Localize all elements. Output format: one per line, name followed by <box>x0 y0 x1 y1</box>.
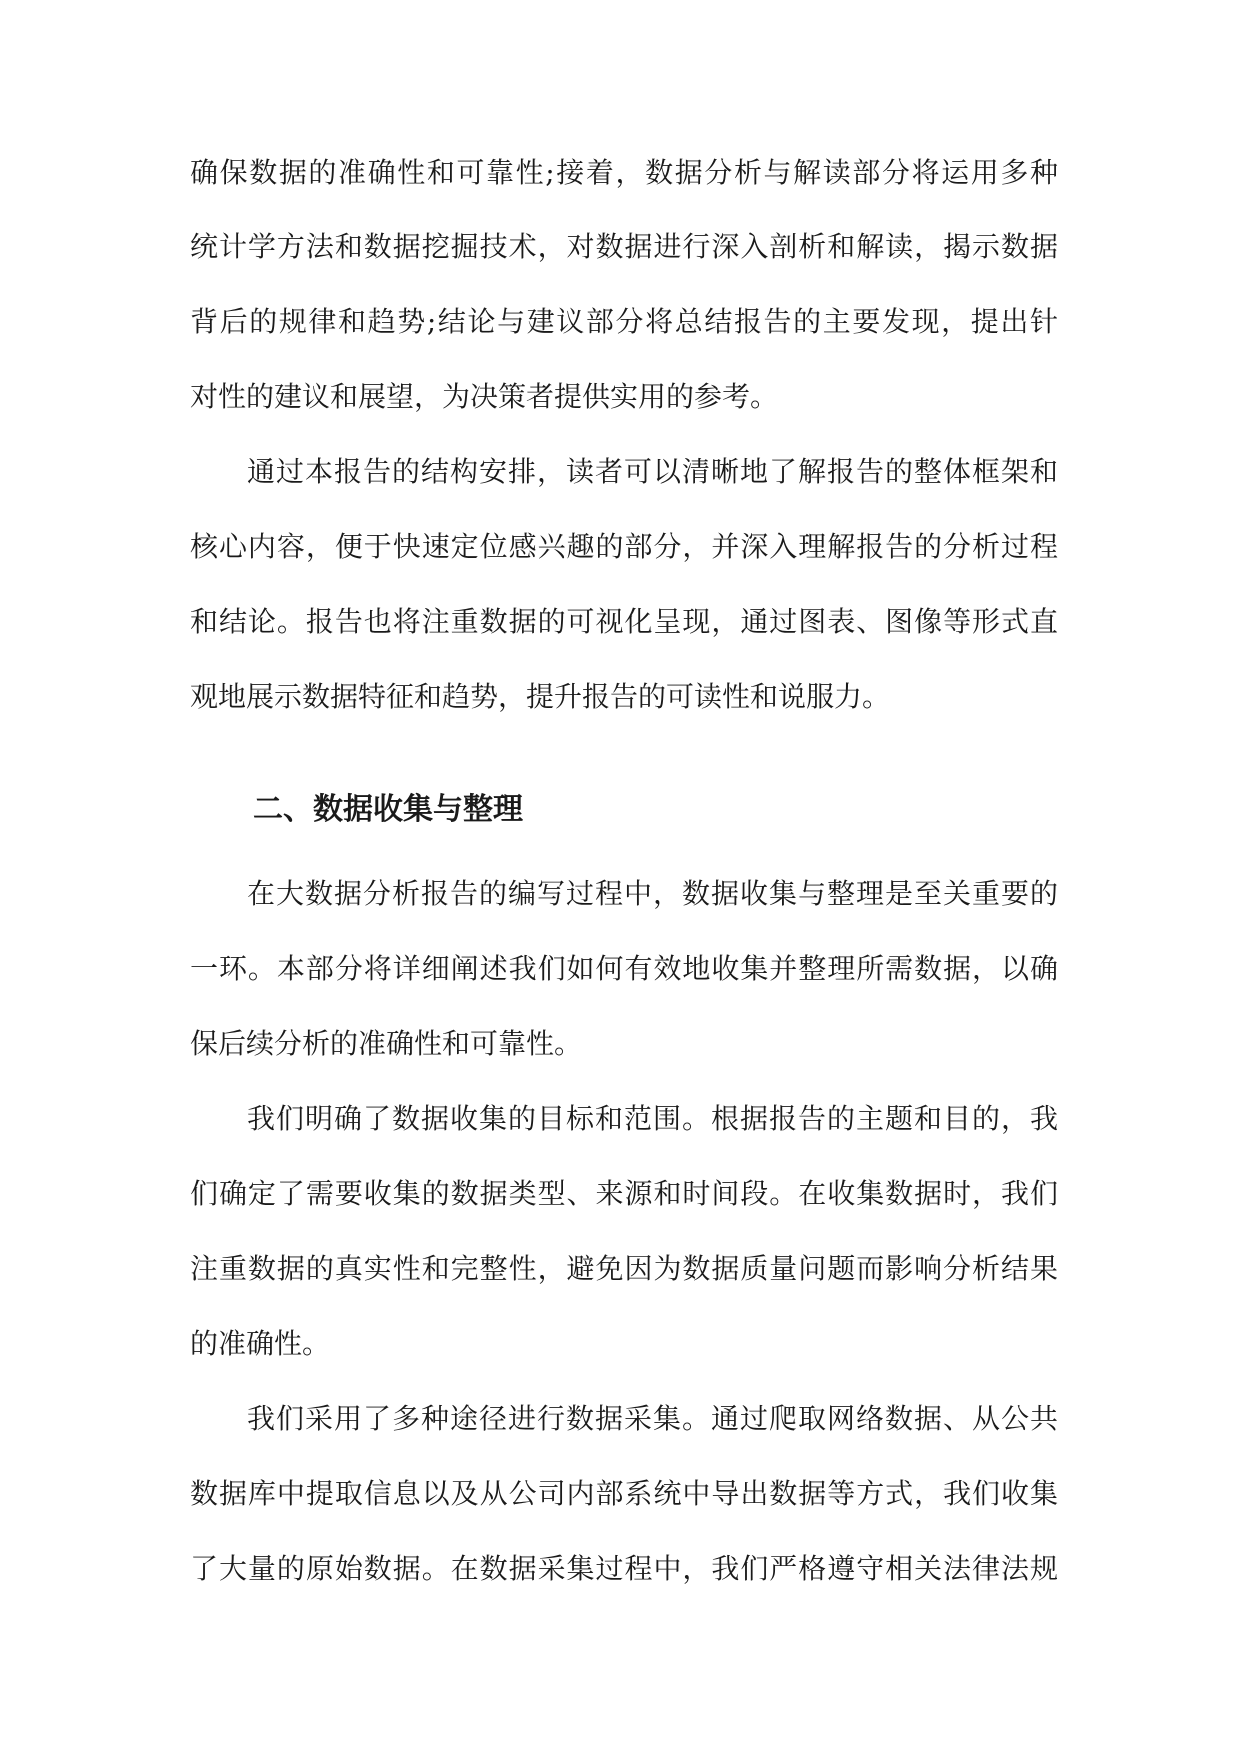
paragraph-line: 背后的规律和趋势;结论与建议部分将总结报告的主要发现，提出针 <box>190 305 1058 338</box>
paragraph-line: 的准确性。 <box>190 1327 331 1360</box>
paragraph-line: 我们明确了数据收集的目标和范围。根据报告的主题和目的，我 <box>247 1102 1058 1135</box>
paragraph-line: 在大数据分析报告的编写过程中，数据收集与整理是至关重要的 <box>247 877 1058 910</box>
paragraph-line: 确保数据的准确性和可靠性;接着，数据分析与解读部分将运用多种 <box>190 156 1058 189</box>
paragraph-line: 一环。本部分将详细阐述我们如何有效地收集并整理所需数据，以确 <box>190 952 1058 985</box>
paragraph-line: 们确定了需要收集的数据类型、来源和时间段。在收集数据时，我们 <box>190 1177 1058 1210</box>
paragraph-line: 核心内容，便于快速定位感兴趣的部分，并深入理解报告的分析过程 <box>190 530 1058 563</box>
paragraph-line: 了大量的原始数据。在数据采集过程中，我们严格遵守相关法律法规 <box>190 1552 1058 1585</box>
paragraph-line: 观地展示数据特征和趋势，提升报告的可读性和说服力。 <box>190 680 891 713</box>
paragraph-line: 数据库中提取信息以及从公司内部系统中导出数据等方式，我们收集 <box>190 1477 1058 1510</box>
paragraph-line: 和结论。报告也将注重数据的可视化呈现，通过图表、图像等形式直 <box>190 605 1058 638</box>
paragraph-line: 对性的建议和展望，为决策者提供实用的参考。 <box>190 380 779 413</box>
paragraph-line: 通过本报告的结构安排，读者可以清晰地了解报告的整体框架和 <box>247 455 1058 488</box>
section-heading: 二、数据收集与整理 <box>253 792 523 827</box>
paragraph-line: 保后续分析的准确性和可靠性。 <box>190 1027 583 1060</box>
paragraph-line: 注重数据的真实性和完整性，避免因为数据质量问题而影响分析结果 <box>190 1252 1058 1285</box>
paragraph-line: 我们采用了多种途径进行数据采集。通过爬取网络数据、从公共 <box>247 1402 1058 1435</box>
paragraph-line: 统计学方法和数据挖掘技术，对数据进行深入剖析和解读，揭示数据 <box>190 230 1058 263</box>
